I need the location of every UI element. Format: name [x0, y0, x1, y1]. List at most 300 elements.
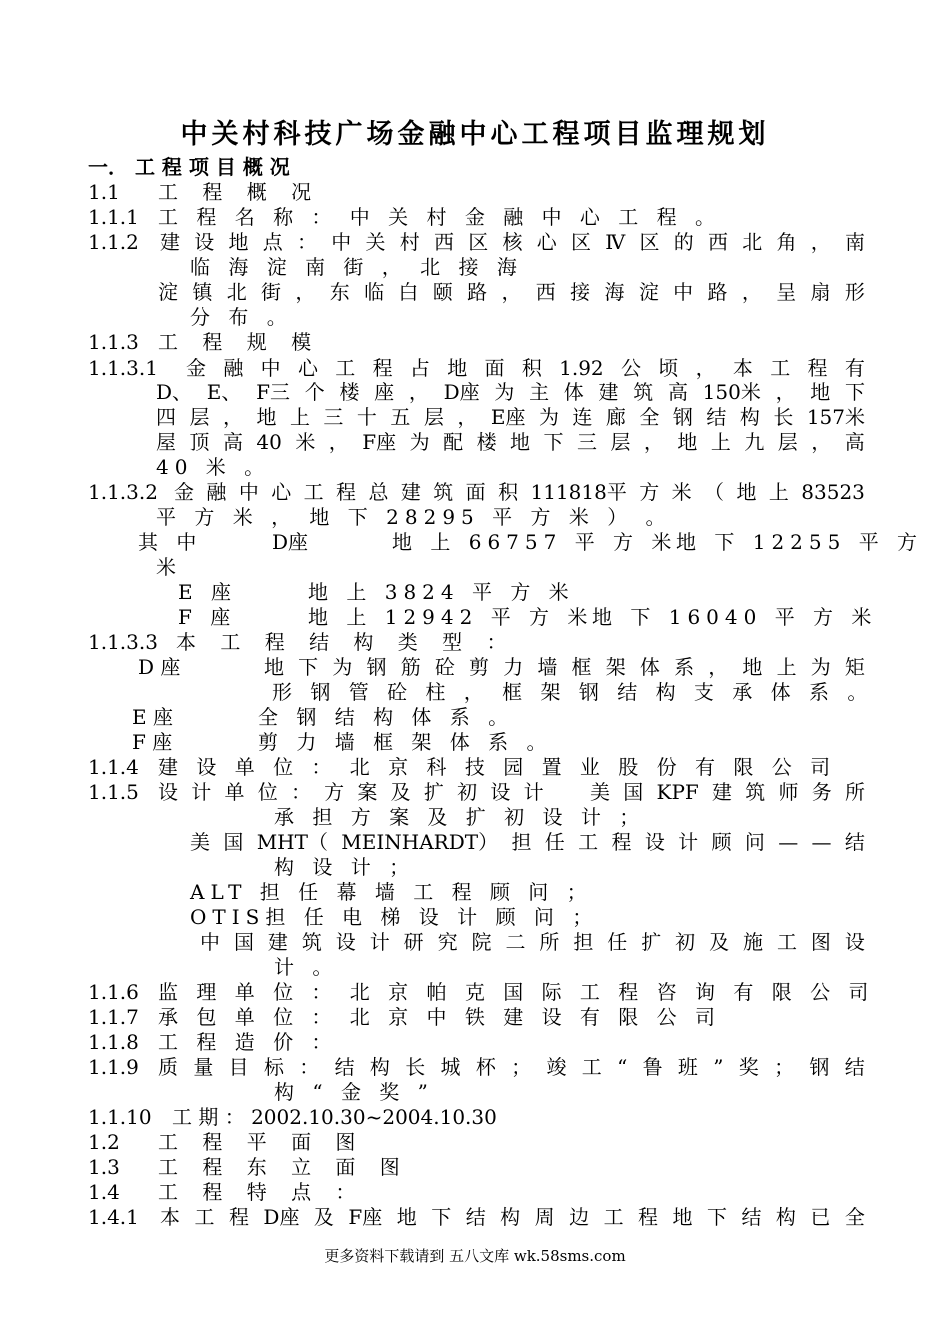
item-text: 计 。 [274, 955, 339, 979]
line-token: 国 [233, 930, 254, 954]
line-token: 40 [256, 430, 282, 454]
line-token: 鲁 [642, 1055, 663, 1079]
item-text: 建 设 单 位 ： 北 京 科 技 园 置 业 股 份 有 限 公 司 [158, 755, 837, 779]
line-token: 米 [295, 430, 316, 454]
line-token: 地 [447, 356, 468, 380]
line-token: 设 [644, 830, 665, 854]
line-token: ： [290, 780, 311, 804]
line-token: 高 [844, 430, 865, 454]
item-number: 1.1.6 [88, 980, 139, 1004]
line-token: 计 [191, 780, 212, 804]
line-token: 心 [297, 356, 318, 380]
item-number: 1.1.5 [88, 780, 139, 804]
line-token: E、 [206, 380, 242, 404]
line-token: 地 [228, 230, 249, 254]
item-number: 1.1.2 [88, 230, 139, 254]
line-token: 融 [223, 356, 244, 380]
line-token [557, 780, 577, 804]
line-token: ， [328, 430, 349, 454]
line-token: 白 [398, 280, 419, 304]
line-token: ； [774, 1055, 795, 1079]
line-token: 及 [313, 1205, 334, 1229]
line-token: 地 [742, 655, 763, 679]
line-token: 中 [331, 230, 352, 254]
line-token: — [778, 830, 799, 854]
line-token: 美 [190, 830, 210, 854]
line-token: 157米 [806, 405, 865, 429]
line-token: 初 [457, 780, 478, 804]
line-token: 西 [434, 230, 454, 254]
line-token: 上 [768, 480, 789, 504]
line-token: 设 [844, 930, 865, 954]
line-token: 层 [610, 430, 631, 454]
line-token: 工 [303, 480, 324, 504]
line-token: 下 [543, 430, 564, 454]
line-token: ， [695, 356, 716, 380]
line-token: 设 [490, 780, 511, 804]
line-token: 班 [677, 1055, 698, 1079]
line-token: 周 [534, 1205, 555, 1229]
line-token: 矩 [844, 655, 865, 679]
line-token: 金 [186, 356, 206, 380]
line-token: 层 [189, 405, 210, 429]
line-token: 究 [437, 930, 458, 954]
justified-line [174, 480, 865, 504]
line-token: 的 [673, 230, 694, 254]
line-token: 工 [335, 356, 356, 380]
item-text: 分 布 。 [190, 305, 293, 329]
line-token: 1.92 [559, 356, 604, 380]
line-token: 下 [706, 1205, 727, 1229]
line-token: 地 [672, 1205, 693, 1229]
item-number: 1.1.8 [88, 1030, 139, 1054]
line-token: 颐 [432, 280, 453, 304]
line-token: 案 [357, 780, 378, 804]
line-token: 配 [443, 430, 464, 454]
line-token: 担 [511, 830, 532, 854]
line-token: 图 [810, 930, 831, 954]
line-token: 构 [369, 1055, 390, 1079]
section-heading: 一． 工 程 项 目 概 况 [88, 155, 290, 179]
line-token: 筑 [433, 480, 454, 504]
line-token: 中 [200, 930, 220, 954]
line-token: 担 [573, 930, 594, 954]
item-text: ALT 担 任 幕 墙 工 程 顾 问 ； [190, 880, 593, 904]
line-token: 筑 [633, 380, 654, 404]
item-text: 平 方 米 ， 地 下 28295 平 方 米 ） 。 [156, 505, 672, 529]
line-token: 地 [736, 480, 757, 504]
item-text: 全 钢 结 构 体 系 。 [258, 705, 515, 729]
line-token: 路 [707, 280, 728, 304]
line-token: ， [775, 380, 796, 404]
line-token: ” [713, 1055, 724, 1079]
line-token: 区 [639, 230, 660, 254]
building-label: E 座 [178, 580, 237, 604]
item-number: 1.1.1 [88, 205, 139, 229]
item-text: 构 设 计 ； [274, 855, 416, 879]
line-token: 本 [160, 1205, 180, 1229]
item-text: 工 程 规 模 [158, 330, 321, 354]
line-token: ， [811, 430, 832, 454]
item-number: 1.1.3.3 [88, 630, 158, 654]
line-token: 下 [431, 1205, 452, 1229]
line-token: 体 [639, 655, 660, 679]
line-token: 金 [174, 480, 194, 504]
line-token: 已 [810, 1205, 831, 1229]
line-token: E座 [490, 405, 526, 429]
item-text: 承 包 单 位 ： 北 京 中 铁 建 设 有 限 公 司 [158, 1005, 722, 1029]
line-token: 地 [510, 430, 531, 454]
line-token: 设 [194, 230, 215, 254]
line-token: 个 [304, 380, 325, 404]
line-token: 全 [844, 1205, 865, 1229]
item-number: 1.4 [88, 1180, 120, 1204]
item-text: 工 程 特 点 ： [158, 1180, 365, 1204]
line-token: D座 [443, 380, 480, 404]
line-token: 建 [267, 930, 288, 954]
item-number: 1.1.4 [88, 755, 139, 779]
line-token: 上 [289, 405, 310, 429]
area-value: 地 上 66757 平 方 米 [392, 530, 678, 554]
line-token: Ⅳ [605, 230, 626, 254]
line-token: 点 [262, 230, 283, 254]
line-token: ， [810, 230, 831, 254]
line-token: 国 [223, 830, 244, 854]
line-token: 构 [739, 405, 760, 429]
line-token: 为 [494, 380, 515, 404]
line-token: 长 [773, 405, 794, 429]
item-text: 工 程 名 称 ： 中 关 村 金 融 中 心 工 程 。 [158, 205, 722, 229]
line-token: 工 [776, 930, 797, 954]
line-token: 高 [222, 430, 243, 454]
line-token: 力 [503, 655, 524, 679]
line-token: 北 [742, 230, 763, 254]
line-token: 程 [638, 1205, 659, 1229]
justified-line [200, 930, 865, 954]
justified-line [156, 380, 865, 404]
line-token: 程 [611, 830, 632, 854]
line-token: 中 [238, 480, 259, 504]
line-token: 为 [409, 430, 430, 454]
line-token: 83523 [801, 480, 865, 504]
line-token: 顾 [711, 830, 732, 854]
item-text: 其 中 [138, 530, 203, 554]
line-token: 心 [536, 230, 557, 254]
line-token: 核 [502, 230, 523, 254]
item-text: 工 程 造 价 ： [158, 1030, 338, 1054]
line-token: 接 [570, 280, 591, 304]
line-token: 构 [500, 1205, 521, 1229]
line-token: 积 [521, 356, 542, 380]
document-title: 中关村科技广场金融中心工程项目监理规划 [180, 119, 770, 150]
line-token: 剪 [469, 655, 490, 679]
line-token: D、 [156, 380, 193, 404]
item-text: 工 程 东 立 面 图 [158, 1155, 409, 1179]
line-token: 竣 [546, 1055, 567, 1079]
line-token: 墙 [537, 655, 558, 679]
item-text: 临 海 淀 南 街 ， 北 接 海 [190, 255, 523, 279]
line-token: 为 [810, 655, 831, 679]
item-number: 1.1.9 [88, 1055, 139, 1079]
justified-line [158, 280, 865, 304]
line-token: 高 [667, 380, 688, 404]
line-token: 街 [261, 280, 282, 304]
line-token: 结 [334, 1055, 355, 1079]
line-token: 及 [709, 930, 730, 954]
line-token: 层 [423, 405, 444, 429]
line-token: 工 [578, 830, 599, 854]
line-token: ， [501, 280, 522, 304]
line-token: 上 [710, 430, 731, 454]
line-token: 屋 [156, 430, 176, 454]
line-token: 融 [206, 480, 227, 504]
line-token: ， [295, 280, 316, 304]
line-token: 北 [226, 280, 247, 304]
justified-line [186, 356, 865, 380]
page-footer: 更多资料下载请到 五八文库 wk.58sms.com [324, 1247, 626, 1265]
line-token: 国 [623, 780, 644, 804]
item-text: 构 “ 金 奖 ” [274, 1080, 434, 1104]
line-token: 系 [674, 655, 695, 679]
line-token: 城 [440, 1055, 461, 1079]
line-token: 钢 [672, 405, 693, 429]
line-token: 长 [405, 1055, 426, 1079]
item-text: 监 理 单 位 ： 北 京 帕 克 国 际 工 程 咨 询 有 限 公 司 [158, 980, 875, 1004]
line-token: 区 [468, 230, 489, 254]
line-token: 呈 [776, 280, 797, 304]
line-token: 主 [529, 380, 550, 404]
item-number: 1.2 [88, 1130, 120, 1154]
item-text: OTIS担 任 电 梯 设 计 顾 问 ； [190, 905, 599, 929]
area-value: 地 下 16040 平 方 米 [592, 605, 878, 629]
line-token: 占 [409, 356, 430, 380]
item-number: 1.1.3.2 [88, 480, 158, 504]
line-token: 任 [544, 830, 565, 854]
line-token: MEINHARDT） [341, 830, 499, 854]
line-token: 为 [332, 655, 353, 679]
line-token: 总 [368, 480, 389, 504]
line-token: （ [704, 480, 725, 504]
line-token: 量 [193, 1055, 214, 1079]
line-token: 村 [399, 230, 420, 254]
line-token: F座 [362, 430, 397, 454]
line-token: 钢 [809, 1055, 830, 1079]
line-token: 东 [329, 280, 350, 304]
line-token: 关 [365, 230, 386, 254]
line-token: 南 [844, 230, 865, 254]
item-text: 工 程 平 面 图 [158, 1130, 365, 1154]
item-number: 1.4.1 [88, 1205, 139, 1229]
line-token: 面 [484, 356, 505, 380]
line-token: F三 [256, 380, 290, 404]
item-text: 工 期 ： 2002.10.30~2004.10.30 [172, 1105, 497, 1129]
line-token: 筋 [400, 655, 421, 679]
line-token: 地 [396, 1205, 417, 1229]
line-token: 任 [607, 930, 628, 954]
item-text: 承 担 方 案 及 扩 初 设 计 ； [274, 805, 646, 829]
line-token: ， [643, 430, 664, 454]
line-token: 程 [228, 1205, 249, 1229]
line-token: ， [457, 405, 478, 429]
line-token: 楼 [476, 430, 497, 454]
line-token: 淀 [158, 280, 178, 304]
line-token: 西 [535, 280, 556, 304]
line-token: 砼 [434, 655, 455, 679]
line-token: 计 [678, 830, 699, 854]
line-token: ， [708, 655, 729, 679]
line-token: 形 [844, 280, 865, 304]
item-text: 工 程 概 况 [158, 180, 321, 204]
line-token: 结 [706, 405, 727, 429]
item-text: 形 钢 管 砼 柱 ， 框 架 钢 结 构 支 承 体 系 。 [272, 680, 874, 704]
line-token: 施 [743, 930, 763, 954]
line-token: 工 [770, 356, 791, 380]
building-label: F 座 [178, 605, 237, 629]
line-token: 三 [323, 405, 344, 429]
line-token: 扩 [423, 780, 444, 804]
line-token: 路 [467, 280, 488, 304]
justified-line [160, 1205, 865, 1229]
line-token: 程 [372, 356, 393, 380]
line-token: 设 [335, 930, 356, 954]
line-token: ， [741, 280, 762, 304]
line-token: 面 [465, 480, 486, 504]
line-token: ， [408, 380, 429, 404]
line-token: 计 [369, 930, 390, 954]
line-token: 顶 [189, 430, 210, 454]
line-token: 计 [523, 780, 544, 804]
line-token: 地 [810, 380, 831, 404]
line-token: 方 [639, 480, 660, 504]
line-token: 下 [298, 655, 319, 679]
line-token: 所 [844, 780, 865, 804]
line-token: 镇 [192, 280, 213, 304]
line-token: 地 [256, 405, 277, 429]
line-token: 廊 [605, 405, 626, 429]
line-token: 扩 [641, 930, 662, 954]
line-token: 临 [364, 280, 385, 304]
line-token: 建 [400, 480, 421, 504]
line-token: 本 [732, 356, 753, 380]
line-token: 院 [471, 930, 492, 954]
line-token: 五 [390, 405, 411, 429]
line-token: 建 [712, 780, 733, 804]
line-token: 座 [374, 380, 395, 404]
line-token: 地 [677, 430, 698, 454]
justified-line [190, 830, 865, 854]
line-token: 结 [844, 1055, 865, 1079]
line-token: 西 [707, 230, 728, 254]
line-token: 体 [563, 380, 584, 404]
line-token: KPF [656, 780, 699, 804]
building-label: F 座 [132, 730, 173, 754]
area-value: 地 上 3824 平 方 米 [308, 580, 575, 604]
line-token: 区 [571, 230, 591, 254]
line-token: 十 [356, 405, 377, 429]
line-token: 程 [807, 356, 828, 380]
line-token: ； [511, 1055, 532, 1079]
line-token: D座 [263, 1205, 300, 1229]
line-token: 钢 [366, 655, 387, 679]
line-token: 所 [539, 930, 560, 954]
line-token: 150米 [702, 380, 761, 404]
justified-line [156, 405, 865, 429]
item-text: 本 工 程 结 构 类 型 ： [176, 630, 516, 654]
line-token: 初 [675, 930, 696, 954]
line-token: 研 [403, 930, 424, 954]
line-token: 四 [156, 405, 176, 429]
line-token: 九 [744, 430, 765, 454]
line-token: 筑 [301, 930, 322, 954]
item-number: 1.1.7 [88, 1005, 139, 1029]
line-token: 框 [571, 655, 592, 679]
line-token: 心 [271, 480, 292, 504]
line-token: 层 [777, 430, 798, 454]
line-token: 中 [260, 356, 281, 380]
line-token: 工 [581, 1055, 602, 1079]
line-token: 位 [257, 780, 278, 804]
line-token: 顷 [658, 356, 679, 380]
line-token: 程 [336, 480, 357, 504]
item-number: 1.1.3.1 [88, 356, 158, 380]
line-token: 杯 [475, 1055, 496, 1079]
line-token: 中 [673, 280, 694, 304]
item-number: 1.1 [88, 180, 120, 204]
item-number: 1.1.3 [88, 330, 139, 354]
line-token: MHT（ [256, 830, 328, 854]
area-value: 地 上 12942 平 方 米 [308, 605, 594, 629]
line-token: 建 [160, 230, 180, 254]
line-token: 建 [598, 380, 619, 404]
line-token: ： [297, 230, 317, 254]
line-token: 务 [811, 780, 832, 804]
item-number: 1.3 [88, 1155, 120, 1179]
line-token: 有 [844, 356, 865, 380]
line-token: 全 [639, 405, 660, 429]
item-text: 米 [156, 555, 176, 579]
justified-line [264, 655, 865, 679]
line-token: 海 [604, 280, 625, 304]
building-label: D 座 [138, 655, 181, 679]
line-token: ： [299, 1055, 320, 1079]
line-token: ， [222, 405, 243, 429]
item-text: 剪 力 墙 框 架 体 系 。 [258, 730, 553, 754]
line-token: 上 [776, 655, 797, 679]
line-token: 为 [538, 405, 559, 429]
line-token: 架 [605, 655, 626, 679]
justified-line [158, 780, 865, 804]
item-number: 1.1.10 [88, 1105, 152, 1129]
line-token: 师 [778, 780, 799, 804]
line-token: 地 [264, 655, 284, 679]
line-token: 连 [572, 405, 593, 429]
line-token: 公 [620, 356, 641, 380]
line-token: F座 [348, 1205, 383, 1229]
line-token: 工 [603, 1205, 624, 1229]
justified-line [158, 1055, 865, 1079]
line-token: 标 [263, 1055, 284, 1079]
area-value: 地 下 12255 平 方 [676, 530, 924, 554]
line-token: 下 [845, 380, 865, 404]
line-token: 三 [576, 430, 597, 454]
line-token: 目 [228, 1055, 249, 1079]
line-token: 结 [741, 1205, 762, 1229]
line-token: 扇 [810, 280, 831, 304]
line-token: 角 [776, 230, 797, 254]
line-token: 质 [158, 1055, 178, 1079]
line-token: 结 [465, 1205, 486, 1229]
justified-line [160, 230, 865, 254]
